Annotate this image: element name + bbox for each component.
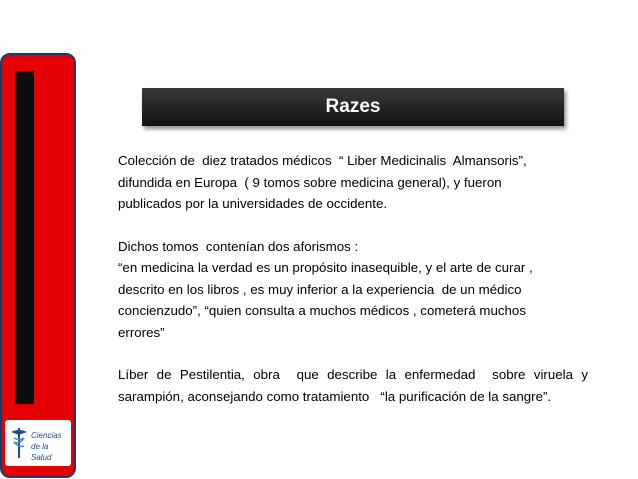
slide-title: Razes [142, 88, 564, 126]
paragraph-1: Colección de diez tratados médicos “ Liber Medicinalis Almansoris”, difundida en Europa ( 9 tomos sobre medicina general), y fueron publicados por la universidades de occidente. [118, 153, 527, 211]
logo-line-2: de la Salud [31, 442, 52, 462]
paragraph-2: Dichos tomos contenían dos aforismos : “en medicina la verdad es un propósito inasequible, y el arte de curar , descrito en los libros , es muy inferior a la experiencia de un médico concienzudo”, “quien consulta a muchos médicos , cometerá muchos errores” [118, 238, 533, 340]
logo-line-1: Ciencias [31, 431, 62, 440]
logo-text [31, 430, 71, 463]
paragraph-3: Líber de Pestilentia, obra que describe la enfermedad sobre viruela y sarampión, aconsejando como tratamiento “la purificación de la sangre”. [118, 367, 592, 404]
logo [5, 420, 71, 466]
sidebar-stripe [15, 71, 34, 404]
caduceus-wing-icon [8, 426, 30, 460]
left-sidebar [0, 53, 76, 478]
slide-body [118, 150, 592, 407]
paragraph-gap [118, 215, 588, 236]
paragraph-gap [118, 343, 588, 364]
